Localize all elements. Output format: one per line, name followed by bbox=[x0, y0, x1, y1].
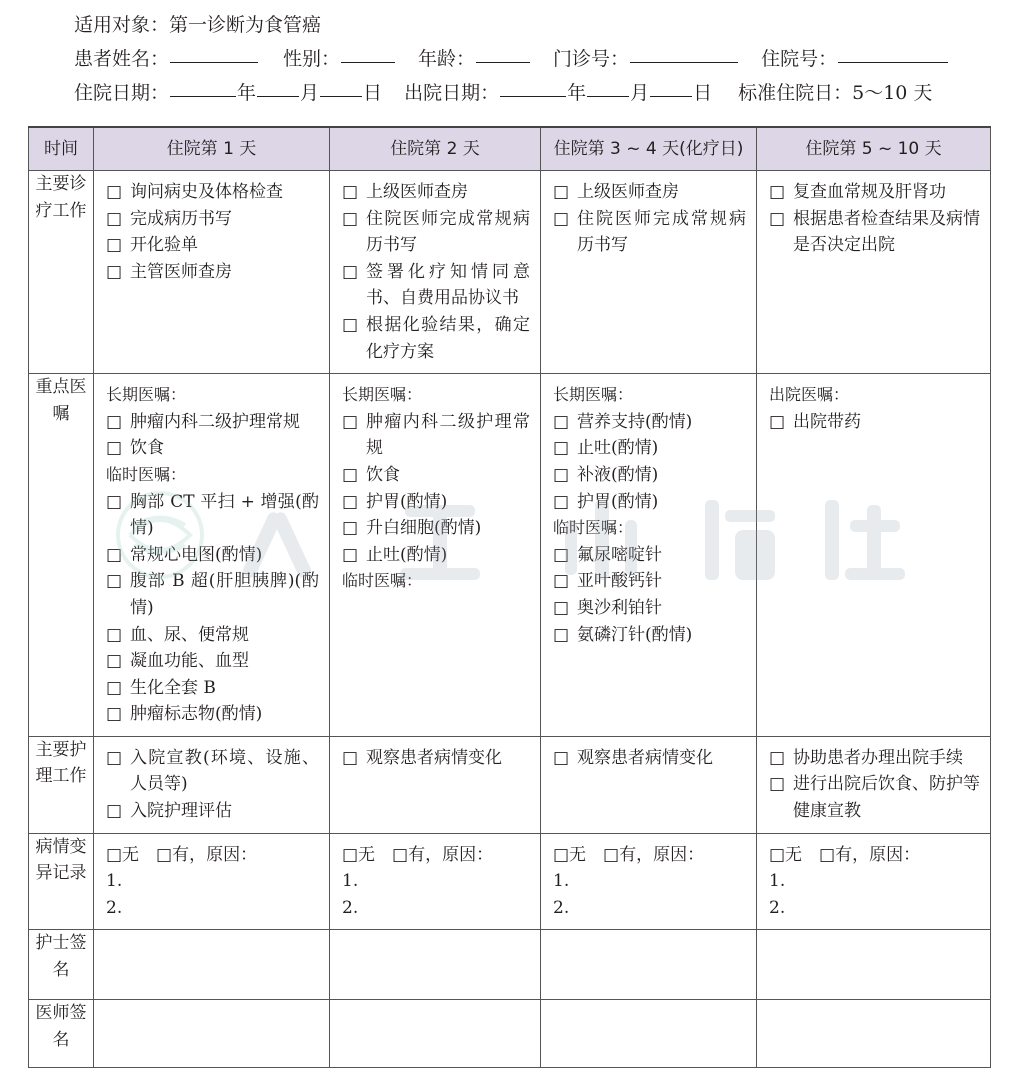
inpatient-number-label: 住院号： bbox=[761, 48, 838, 70]
checklist-item-label: 协助患者办理出院手续 bbox=[793, 747, 963, 768]
checkbox-icon[interactable]: □ bbox=[106, 208, 123, 229]
gender-label: 性别： bbox=[283, 48, 341, 70]
checklist-item[interactable] bbox=[553, 542, 746, 569]
variance-day1[interactable] bbox=[94, 833, 330, 930]
variance-item-1: 1. bbox=[106, 871, 123, 892]
patient-name-label: 患者姓名： bbox=[74, 48, 170, 70]
checklist-item-label: 根据化验结果，确定化疗方案 bbox=[366, 314, 530, 362]
checklist-item-label: 凝血功能、血型 bbox=[130, 651, 249, 672]
checklist-item[interactable] bbox=[342, 312, 530, 365]
checklist-item-label: 营养支持(酌情) bbox=[577, 411, 693, 432]
checkbox-icon[interactable]: □ bbox=[553, 464, 570, 485]
checkbox-icon[interactable]: □ bbox=[553, 438, 570, 459]
checklist-item[interactable] bbox=[342, 515, 530, 542]
checklist-item-label: 询问病史及体格检查 bbox=[130, 182, 283, 202]
checklist-item-label: 肿瘤内科二级护理常规 bbox=[366, 411, 530, 459]
variance-item-1: 1. bbox=[342, 871, 359, 892]
main-work-day4 bbox=[757, 171, 991, 374]
checklist-item-label: 补液(酌情) bbox=[577, 464, 659, 485]
checkbox-icon[interactable]: □ bbox=[106, 235, 123, 256]
doctor-sign-day3[interactable] bbox=[541, 1000, 757, 1068]
checkbox-icon[interactable]: □ bbox=[553, 411, 570, 432]
checklist-item[interactable] bbox=[553, 745, 746, 772]
checkbox-icon[interactable]: □ bbox=[106, 261, 123, 282]
checklist-item-label: 完成病历书写 bbox=[130, 208, 232, 229]
checklist-item[interactable] bbox=[342, 489, 530, 516]
temporary-orders-title: 临时医嘱： bbox=[342, 571, 423, 591]
checklist-item[interactable] bbox=[769, 206, 980, 259]
checklist-item-label: 止吐(酌情) bbox=[366, 544, 448, 565]
checkbox-icon[interactable]: □ bbox=[106, 182, 123, 202]
row-label: 医师签名 bbox=[29, 1000, 94, 1068]
main-work-row bbox=[29, 171, 991, 374]
checklist-item-label: 亚叶酸钙针 bbox=[577, 571, 662, 592]
checklist-item[interactable] bbox=[553, 206, 746, 259]
variance-item-1: 1. bbox=[769, 871, 786, 892]
checklist-item-label: 氟尿嘧啶针 bbox=[577, 544, 662, 565]
variance-day2[interactable] bbox=[330, 833, 541, 930]
checklist-item[interactable] bbox=[553, 489, 746, 516]
checkbox-icon[interactable]: □ bbox=[342, 411, 359, 432]
checklist-item[interactable] bbox=[342, 542, 530, 569]
admission-month-field[interactable] bbox=[257, 76, 299, 97]
long-term-orders-list bbox=[106, 409, 319, 462]
day-label: 日 bbox=[693, 82, 713, 104]
checklist-item-label: 根据患者检查结果及病情是否决定出院 bbox=[793, 208, 980, 256]
checkbox-icon[interactable]: □ bbox=[106, 704, 123, 725]
checklist-item[interactable] bbox=[106, 435, 319, 462]
checkbox-icon[interactable]: □ bbox=[342, 464, 359, 485]
clinic-number-field[interactable] bbox=[630, 42, 738, 63]
age-field[interactable] bbox=[476, 42, 530, 63]
clinic-number-label: 门诊号： bbox=[553, 48, 630, 70]
standard-stay: 标准住院日：5～10 天 bbox=[738, 82, 933, 104]
checkbox-icon[interactable]: □ bbox=[342, 314, 359, 335]
checklist-item[interactable] bbox=[769, 771, 980, 824]
checklist-item[interactable] bbox=[553, 595, 746, 622]
checkbox-icon[interactable]: □ bbox=[769, 411, 786, 432]
checkbox-icon[interactable]: □ bbox=[106, 801, 123, 822]
long-term-orders-title: 长期医嘱： bbox=[553, 385, 634, 405]
header-line-1 bbox=[74, 8, 994, 42]
year-label: 年 bbox=[237, 82, 257, 104]
checklist-item-label: 护胃(酌情) bbox=[577, 491, 659, 512]
checklist-item[interactable] bbox=[553, 622, 746, 649]
variance-item-2: 2. bbox=[106, 897, 123, 918]
checklist-item-label: 常规心电图(酌情) bbox=[130, 544, 263, 565]
checklist-item[interactable] bbox=[106, 259, 319, 286]
checklist-item[interactable] bbox=[342, 179, 530, 206]
checklist-item-label: 肿瘤内科二级护理常规 bbox=[130, 411, 300, 432]
checkbox-icon[interactable]: □ bbox=[342, 747, 359, 768]
main-work-day2 bbox=[330, 171, 541, 374]
checklist-item[interactable] bbox=[106, 409, 319, 436]
variance-options[interactable]: □无 □有，原因： bbox=[769, 844, 921, 865]
gender-field[interactable] bbox=[341, 42, 395, 63]
checklist-item-label: 饮食 bbox=[130, 438, 164, 459]
checklist-item-label: 氨磷汀针(酌情) bbox=[577, 624, 693, 645]
long-term-orders-list bbox=[342, 409, 530, 569]
orders-day3 bbox=[541, 374, 757, 737]
checklist-item[interactable] bbox=[553, 462, 746, 489]
doctor-sign-day2[interactable] bbox=[330, 1000, 541, 1068]
checklist-item[interactable] bbox=[342, 206, 530, 259]
inpatient-number-field[interactable] bbox=[838, 42, 948, 63]
checkbox-icon[interactable]: □ bbox=[553, 597, 570, 618]
checklist-item[interactable] bbox=[553, 568, 746, 595]
checklist-item-label: 止吐(酌情) bbox=[577, 438, 659, 459]
temporary-orders-title: 临时医嘱： bbox=[553, 518, 634, 538]
variance-row bbox=[29, 833, 991, 930]
orders-day2 bbox=[330, 374, 541, 737]
main-work-day1 bbox=[94, 171, 330, 374]
day-header-1: 住院第 1 天 bbox=[94, 127, 330, 171]
checklist-item[interactable] bbox=[106, 701, 319, 728]
checkbox-icon[interactable]: □ bbox=[342, 518, 359, 539]
nursing-day2 bbox=[330, 736, 541, 833]
checklist-item-label: 腹部 B 超(肝胆胰脾)(酌情) bbox=[130, 571, 319, 618]
checklist-item-label: 签署化疗知情同意书、自费用品协议书 bbox=[366, 261, 530, 309]
variance-item-2: 2. bbox=[769, 897, 786, 918]
nurse-sign-day2[interactable] bbox=[330, 930, 541, 1000]
checklist-item-label: 肿瘤标志物(酌情) bbox=[130, 704, 263, 725]
month-label: 月 bbox=[300, 82, 320, 104]
checkbox-icon[interactable]: □ bbox=[553, 491, 570, 512]
orders-day1 bbox=[94, 374, 330, 737]
checklist-item-label: 开化验单 bbox=[130, 235, 198, 256]
checkbox-icon[interactable]: □ bbox=[769, 747, 786, 768]
orders-day4 bbox=[757, 374, 991, 737]
checklist-item-label: 住院医师完成常规病历书写 bbox=[366, 208, 530, 256]
checklist-item[interactable] bbox=[106, 179, 319, 206]
checkbox-icon[interactable]: □ bbox=[553, 571, 570, 592]
row-label: 病情变异记录 bbox=[29, 833, 94, 930]
patient-name-field[interactable] bbox=[170, 42, 258, 63]
day-header-2: 住院第 2 天 bbox=[330, 127, 541, 171]
checklist-item-label: 入院护理评估 bbox=[130, 801, 232, 822]
checklist-item[interactable] bbox=[342, 409, 530, 462]
checklist-item-label: 入院宣教(环境、设施、人员等) bbox=[130, 747, 319, 795]
row-label: 主要诊疗工作 bbox=[29, 171, 94, 374]
checklist-item-label: 饮食 bbox=[366, 464, 400, 485]
checkbox-icon[interactable]: □ bbox=[106, 571, 123, 592]
checkbox-icon[interactable]: □ bbox=[553, 747, 570, 768]
age-label: 年龄： bbox=[418, 48, 476, 70]
admission-date-label: 住院日期： bbox=[74, 82, 170, 104]
nurse-sign-day4[interactable] bbox=[757, 930, 991, 1000]
temporary-orders-list bbox=[553, 542, 746, 648]
orders-row bbox=[29, 374, 991, 737]
checklist-item[interactable] bbox=[553, 409, 746, 436]
nursing-day3 bbox=[541, 736, 757, 833]
variance-item-2: 2. bbox=[342, 897, 359, 918]
checklist-item-label: 复查血常规及肝肾功 bbox=[793, 182, 946, 202]
temporary-orders-list bbox=[106, 489, 319, 728]
discharge-orders-list bbox=[769, 409, 980, 436]
checklist-item[interactable] bbox=[106, 675, 319, 702]
checklist-item[interactable] bbox=[106, 489, 319, 542]
checklist-item-label: 奥沙利铂针 bbox=[577, 597, 662, 618]
checkbox-icon[interactable]: □ bbox=[769, 208, 786, 229]
checklist-item-label: 观察患者病情变化 bbox=[577, 747, 713, 768]
checkbox-icon[interactable]: □ bbox=[553, 208, 570, 229]
variance-options[interactable]: □无 □有，原因： bbox=[553, 844, 705, 865]
checklist-item[interactable] bbox=[106, 798, 319, 825]
day-label: 日 bbox=[363, 82, 383, 104]
month-label: 月 bbox=[630, 82, 650, 104]
checklist-item-label: 住院医师完成常规病历书写 bbox=[577, 208, 746, 256]
temporary-orders-title: 临时医嘱： bbox=[106, 464, 187, 484]
checklist-item-label: 护胃(酌情) bbox=[366, 491, 448, 512]
checklist-item[interactable] bbox=[342, 259, 530, 312]
day-header-3: 住院第 3 ~ 4 天(化疗日) bbox=[541, 127, 757, 171]
checkbox-icon[interactable]: □ bbox=[106, 438, 123, 459]
admission-year-field[interactable] bbox=[170, 76, 236, 97]
checklist-item-label: 升白细胞(酌情) bbox=[366, 518, 482, 539]
admission-day-field[interactable] bbox=[320, 76, 362, 97]
nursing-day1 bbox=[94, 736, 330, 833]
checkbox-icon[interactable]: □ bbox=[553, 182, 570, 202]
long-term-orders-title: 长期医嘱： bbox=[106, 385, 187, 405]
clinical-pathway-table bbox=[28, 126, 991, 1068]
checklist-item[interactable] bbox=[342, 462, 530, 489]
variance-item-2: 2. bbox=[553, 897, 570, 918]
checkbox-icon[interactable]: □ bbox=[106, 651, 123, 672]
day-header-4: 住院第 5 ~ 10 天 bbox=[757, 127, 991, 171]
row-label: 主要护理工作 bbox=[29, 736, 94, 833]
checklist-item[interactable] bbox=[106, 622, 319, 649]
checkbox-icon[interactable]: □ bbox=[342, 208, 359, 229]
nurse-sign-row bbox=[29, 930, 991, 1000]
checklist-item[interactable] bbox=[769, 179, 980, 206]
checklist-item[interactable] bbox=[553, 179, 746, 206]
checklist-item-label: 生化全套 B bbox=[130, 677, 216, 698]
nursing-day4 bbox=[757, 736, 991, 833]
checklist-item[interactable] bbox=[106, 648, 319, 675]
year-label: 年 bbox=[567, 82, 587, 104]
checkbox-icon[interactable]: □ bbox=[342, 491, 359, 512]
variance-options[interactable]: □无 □有，原因： bbox=[106, 844, 258, 865]
long-term-orders-list bbox=[553, 409, 746, 515]
checkbox-icon[interactable]: □ bbox=[106, 491, 123, 512]
checklist-item[interactable] bbox=[342, 745, 530, 772]
row-label: 重点医嘱 bbox=[29, 374, 94, 737]
header-line-2 bbox=[74, 42, 994, 76]
header-line-3 bbox=[74, 76, 994, 110]
checklist-item-label: 进行出院后饮食、防护等健康宣教 bbox=[793, 774, 980, 822]
checkbox-icon[interactable]: □ bbox=[769, 774, 786, 795]
discharge-day-field[interactable] bbox=[650, 76, 692, 97]
nurse-sign-day1[interactable] bbox=[94, 930, 330, 1000]
checklist-item[interactable] bbox=[106, 745, 319, 798]
variance-options[interactable]: □无 □有，原因： bbox=[342, 844, 494, 865]
variance-item-1: 1. bbox=[553, 871, 570, 892]
nursing-row bbox=[29, 736, 991, 833]
checkbox-icon[interactable]: □ bbox=[106, 677, 123, 698]
checklist-item-label: 胸部 CT 平扫 + 增强(酌情) bbox=[130, 491, 319, 539]
applicable-target: 适用对象：第一诊断为食管癌 bbox=[74, 14, 322, 36]
checklist-item-label: 上级医师查房 bbox=[366, 182, 468, 202]
checklist-item[interactable] bbox=[106, 232, 319, 259]
checklist-item[interactable] bbox=[106, 206, 319, 233]
discharge-date-label: 出院日期： bbox=[404, 82, 500, 104]
doctor-sign-row bbox=[29, 1000, 991, 1068]
variance-day3[interactable] bbox=[541, 833, 757, 930]
checkbox-icon[interactable]: □ bbox=[553, 624, 570, 645]
time-header: 时间 bbox=[29, 127, 94, 171]
checkbox-icon[interactable]: □ bbox=[342, 182, 359, 202]
checkbox-icon[interactable]: □ bbox=[106, 624, 123, 645]
checkbox-icon[interactable]: □ bbox=[106, 411, 123, 432]
checklist-item-label: 主管医师查房 bbox=[130, 261, 232, 282]
header-row bbox=[29, 127, 991, 171]
checkbox-icon[interactable]: □ bbox=[342, 544, 359, 565]
checklist-item-label: 血、尿、便常规 bbox=[130, 624, 249, 645]
nurse-sign-day3[interactable] bbox=[541, 930, 757, 1000]
row-label: 护士签名 bbox=[29, 930, 94, 1000]
checklist-item[interactable] bbox=[106, 568, 319, 621]
discharge-year-field[interactable] bbox=[500, 76, 566, 97]
checklist-item[interactable] bbox=[769, 745, 980, 772]
variance-day4[interactable] bbox=[757, 833, 991, 930]
checklist-item[interactable] bbox=[106, 542, 319, 569]
doctor-sign-day1[interactable] bbox=[94, 1000, 330, 1068]
checkbox-icon[interactable]: □ bbox=[342, 261, 359, 282]
checkbox-icon[interactable]: □ bbox=[553, 544, 570, 565]
checklist-item-label: 观察患者病情变化 bbox=[366, 747, 502, 768]
checklist-item[interactable] bbox=[553, 435, 746, 462]
checklist-item-label: 出院带药 bbox=[793, 411, 861, 432]
checkbox-icon[interactable]: □ bbox=[769, 182, 786, 202]
checkbox-icon[interactable]: □ bbox=[106, 544, 123, 565]
checklist-item[interactable] bbox=[769, 409, 980, 436]
discharge-orders-title: 出院医嘱： bbox=[769, 385, 850, 405]
doctor-sign-day4[interactable] bbox=[757, 1000, 991, 1068]
checklist-item-label: 上级医师查房 bbox=[577, 182, 679, 202]
long-term-orders-title: 长期医嘱： bbox=[342, 385, 423, 405]
checkbox-icon[interactable]: □ bbox=[106, 747, 123, 768]
main-work-day3 bbox=[541, 171, 757, 374]
form-header bbox=[74, 8, 994, 110]
discharge-month-field[interactable] bbox=[587, 76, 629, 97]
